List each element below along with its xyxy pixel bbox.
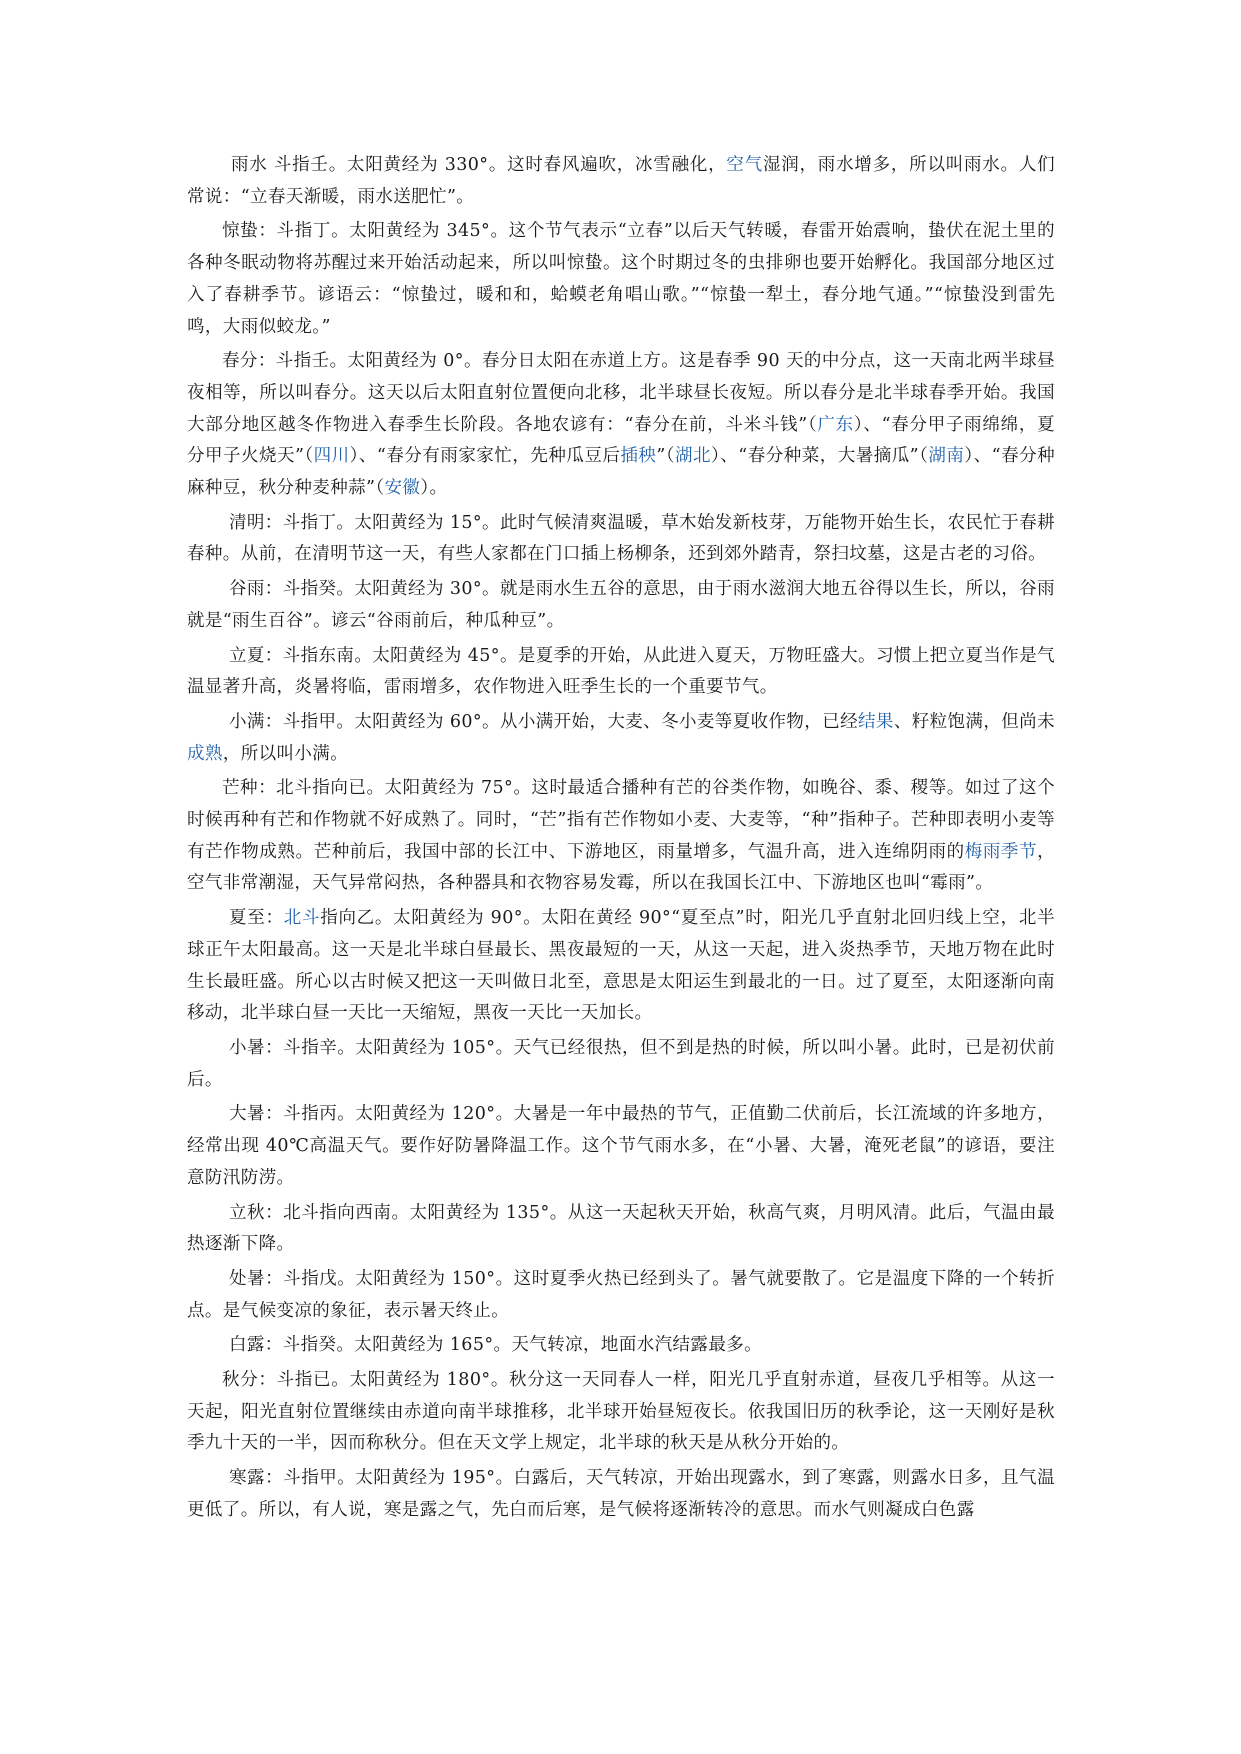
- paragraph-text: 立夏：斗指东南。太阳黄经为 45°。是夏季的开始，从此进入夏天，万物旺盛大。习惯上把立夏当作是气温显著升高，炎暑将临，雷雨增多，农作物进入旺季生长的一个重要节气。: [187, 645, 1055, 698]
- paragraph: [187, 574, 1055, 637]
- paragraph-text: ）、“春分甲子雨绵绵，夏分甲子火烧天”（: [187, 414, 1055, 467]
- hyperlink[interactable]: 空气: [726, 155, 763, 175]
- paragraph-text: 、籽粒饱满，但尚未: [893, 711, 1055, 732]
- paragraph-text: ）、“春分种菜，大暑摘瓜”（: [711, 446, 929, 467]
- paragraph: [187, 903, 1055, 1030]
- paragraph: [187, 508, 1055, 571]
- paragraph-text: 春分：斗指壬。太阳黄经为 0°。春分日太阳在赤道上方。这是春季 90 天的中分点，这一天南北两半球昼夜相等，所以叫春分。这天以后太阳直射位置便向北移，北半球昼长夜短。所以春分是北半球春季开始。我国大部分地区越冬作物进入春季生长阶段。各地农谚有：“春分在前，斗米斗钱”（: [187, 351, 1055, 435]
- paragraph: [187, 1033, 1055, 1096]
- paragraph-text: ，空气非常潮湿，天气异常闷热，各种器具和衣物容易发霉，所以在我国长江中、下游地区也叫“霉雨”。: [187, 841, 1055, 894]
- hyperlink[interactable]: 湖北: [675, 446, 712, 467]
- hyperlink[interactable]: 梅雨季节: [964, 841, 1038, 862]
- paragraph: [187, 1099, 1055, 1194]
- paragraph: [187, 1365, 1055, 1460]
- paragraph-text: 小满：斗指甲。太阳黄经为 60°。从小满开始，大麦、冬小麦等夏收作物，已经: [229, 711, 859, 732]
- paragraph: [187, 1463, 1055, 1526]
- hyperlink[interactable]: 成熟: [187, 743, 223, 764]
- paragraph: [187, 346, 1055, 505]
- hyperlink[interactable]: 北斗: [283, 908, 321, 929]
- paragraph-text: ）、“春分有雨家家忙，先种瓜豆后: [349, 446, 621, 467]
- paragraph-text: ）。: [420, 478, 448, 499]
- hyperlink[interactable]: 四川: [313, 446, 350, 467]
- paragraph-text: 处暑：斗指戊。太阳黄经为 150°。这时夏季火热已经到头了。暑气就要散了。它是温度下降的一个转折点。是气候变凉的象征，表示暑天终止。: [187, 1268, 1055, 1321]
- paragraph-text: 寒露：斗指甲。太阳黄经为 195°。白露后，天气转凉，开始出现露水，到了寒露，则露水日多，且气温更低了。所以，有人说，寒是露之气，先白而后寒，是气候将逐渐转冷的意思。而水气则凝成白色露: [187, 1468, 1055, 1520]
- paragraph: [187, 1330, 1055, 1362]
- paragraph-text: 立秋：北斗指向西南。太阳黄经为 135°。从这一天起秋天开始，秋高气爽，月明风清。此后，气温由最热逐渐下降。: [187, 1202, 1055, 1255]
- paragraph: [187, 150, 1055, 213]
- paragraph-text: 指向乙。太阳黄经为 90°。太阳在黄经 90°“夏至点”时，阳光几乎直射北回归线上空，北半球正午太阳最高。这一天是北半球白昼最长、黑夜最短的一天，从这一天起，进入炎热季节，天地万物在此时生长最旺盛。所心以古时候又把这一天叫做日北至，意思是太阳运生到最北的一日。过了夏至，太阳逐渐向南移动，北半球白昼一天比一天缩短，黑夜一天比一天加长。: [187, 908, 1055, 1024]
- paragraph-text: 谷雨：斗指癸。太阳黄经为 30°。就是雨水生五谷的意思，由于雨水滋润大地五谷得以生长，所以，谷雨就是“雨生百谷”。谚云“谷雨前后，种瓜种豆”。: [187, 579, 1055, 631]
- document-body: [187, 150, 1055, 1530]
- paragraph-text: 湿润，雨水增多，所以叫雨水。人们常说：“立春天渐暖，雨水送肥忙”。: [187, 155, 1055, 207]
- paragraph-text: ）、“春分种麻种豆，秋分种麦种蒜”（: [187, 446, 1055, 499]
- paragraph-text: 白露：斗指癸。太阳黄经为 165°。天气转凉，地面水汽结露最多。: [229, 1335, 763, 1356]
- paragraph-text: ”（: [656, 446, 676, 467]
- hyperlink[interactable]: 插秧: [620, 446, 657, 467]
- hyperlink[interactable]: 结果: [858, 711, 894, 732]
- paragraph-text: 夏至：: [229, 908, 284, 929]
- paragraph-text: 清明：斗指丁。太阳黄经为 15°。此时气候清爽温暖，草木始发新枝芽，万能物开始生长，农民忙于春耕春种。从前，在清明节这一天，有些人家都在门口插上杨柳条，还到郊外踏青，祭扫坟墓，这是古老的习俗。: [187, 512, 1055, 565]
- hyperlink[interactable]: 广东: [817, 414, 854, 435]
- paragraph: [187, 707, 1055, 770]
- paragraph: [187, 1198, 1055, 1261]
- paragraph: [187, 216, 1055, 343]
- paragraph-text: ，所以叫小满。: [222, 743, 349, 764]
- paragraph-text: 秋分：斗指已。太阳黄经为 180°。秋分这一天同春人一样，阳光几乎直射赤道，昼夜几乎相等。从这一天起，阳光直射位置继续由赤道向南半球推移，北半球开始昼短夜长。依我国旧历的秋季论，这一天刚好是秋季九十天的一半，因而称秋分。但在天文学上规定，北半球的秋天是从秋分开始的。: [187, 1370, 1055, 1454]
- paragraph-text: 大暑：斗指丙。太阳黄经为 120°。大暑是一年中最热的节气，正值勤二伏前后，长江流域的许多地方，经常出现 40℃高温天气。要作好防暑降温工作。这个节气雨水多，在“小暑、大暑，淹死老鼠”的谚语，要注意防汛防涝。: [187, 1104, 1055, 1188]
- paragraph-text: 芒种：北斗指向已。太阳黄经为 75°。这时最适合播种有芒的谷类作物，如晚谷、黍、稷等。如过了这个时候再种有芒和作物就不好成熟了。同时，“芒”指有芒作物如小麦、大麦等，“种”指种子。芒种即表明小麦等有芒作物成熟。芒种前后，我国中部的长江中、下游地区，雨量增多，气温升高，进入连绵阴雨的: [187, 778, 1055, 862]
- hyperlink[interactable]: 安徽: [384, 478, 421, 499]
- paragraph-text: 雨水 斗指壬。太阳黄经为 330°。这时春风遍吹，冰雪融化，: [231, 155, 727, 175]
- paragraph: [187, 641, 1055, 704]
- paragraph: [187, 1264, 1055, 1327]
- paragraph-text: 惊蛰：斗指丁。太阳黄经为 345°。这个节气表示“立春”以后天气转暖，春雷开始震响，蛰伏在泥土里的各种冬眠动物将苏醒过来开始活动起来，所以叫惊蛰。这个时期过冬的虫排卵也要开始孵化。我国部分地区过入了春耕季节。谚语云：“惊蛰过，暖和和，蛤蟆老角唱山歌。”“惊蛰一犁土，春分地气通。”“惊蛰没到雷先鸣，大雨似蛟龙。”: [187, 221, 1055, 337]
- hyperlink[interactable]: 湖南: [928, 446, 965, 467]
- paragraph: [187, 773, 1055, 900]
- paragraph-text: 小暑：斗指辛。太阳黄经为 105°。天气已经很热，但不到是热的时候，所以叫小暑。此时，已是初伏前后。: [187, 1037, 1055, 1090]
